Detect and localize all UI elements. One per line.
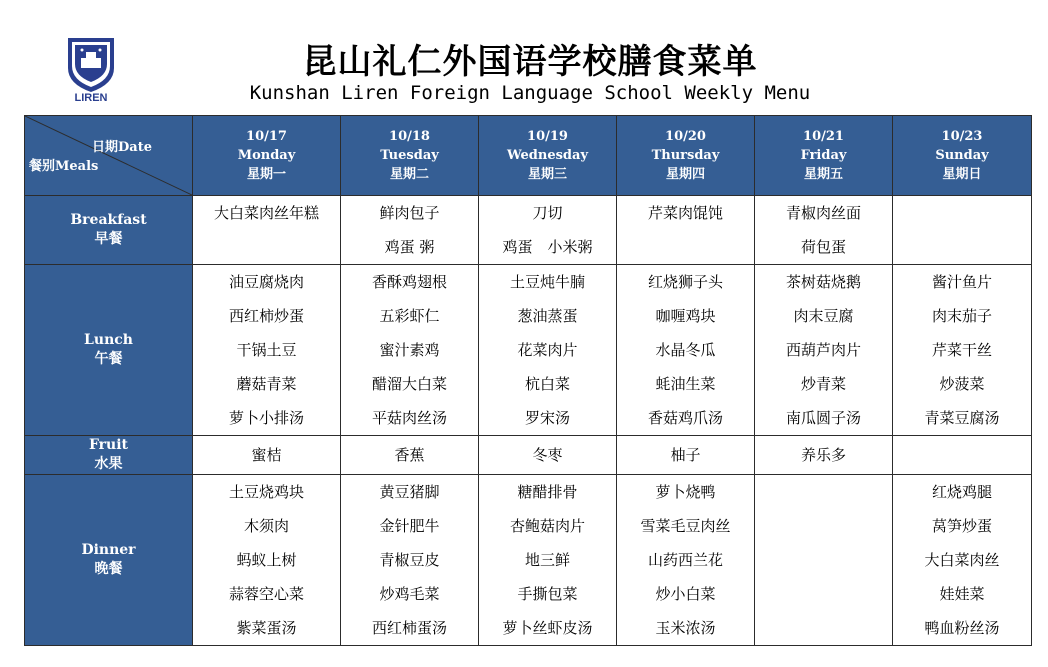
lunch-cell <box>893 265 1032 436</box>
menu-item: 香蕉 <box>394 446 425 464</box>
menu-item: 青椒豆皮 <box>379 551 440 569</box>
breakfast-cell <box>341 196 479 265</box>
menu-item: 罗宋汤 <box>524 409 570 427</box>
dinner-label-cell <box>25 475 193 646</box>
menu-item: 鸭血粉丝汤 <box>924 619 1000 637</box>
menu-item: 大白菜肉丝 <box>924 551 1000 569</box>
menu-item <box>893 230 1031 264</box>
lunch-label-en: Lunch <box>84 332 133 348</box>
menu-item <box>617 230 754 264</box>
menu-item: 香菇鸡爪汤 <box>647 409 723 427</box>
menu-item: 茶树菇烧鹅 <box>785 273 861 291</box>
menu-item: 青椒肉丝面 <box>785 204 861 222</box>
menu-item: 土豆烧鸡块 <box>228 483 304 501</box>
fruit-cell <box>617 436 755 475</box>
menu-item: 土豆炖牛腩 <box>509 273 585 291</box>
breakfast-cell <box>193 196 341 265</box>
breakfast-cell <box>617 196 755 265</box>
menu-item: 蜜汁素鸡 <box>379 341 440 359</box>
menu-item: 木须肉 <box>243 517 289 535</box>
fruit-cell <box>341 436 479 475</box>
menu-item: 炒鸡毛菜 <box>379 585 440 603</box>
menu-item <box>755 577 892 611</box>
menu-item: 山药西兰花 <box>647 551 723 569</box>
menu-item: 冬枣 <box>532 446 563 464</box>
fruit-cell <box>479 436 617 475</box>
menu-item: 香酥鸡翅根 <box>371 273 447 291</box>
menu-item: 水晶冬瓜 <box>655 341 716 359</box>
menu-item <box>755 543 892 577</box>
breakfast-row <box>25 196 1032 265</box>
dinner-cell <box>893 475 1032 646</box>
lunch-row <box>25 265 1032 436</box>
menu-title: 昆山礼仁外国语学校膳食菜单 <box>302 42 758 82</box>
fruit-cell <box>193 436 341 475</box>
meal-header-label: 餐别Meals <box>29 159 99 174</box>
header-row <box>25 116 1032 196</box>
menu-item: 花菜肉片 <box>517 341 578 359</box>
dinner-cell <box>617 475 755 646</box>
menu-item: 酱汁鱼片 <box>931 273 992 291</box>
menu-item: 鸡蛋 小米粥 <box>502 238 593 256</box>
lunch-cell <box>341 265 479 436</box>
menu-item: 西葫芦肉片 <box>785 341 861 359</box>
logo-text: LIREN <box>74 92 108 104</box>
menu-item: 炒青菜 <box>800 375 846 393</box>
menu-item: 荷包蛋 <box>800 238 846 256</box>
breakfast-cell <box>893 196 1032 265</box>
fruit-cell <box>755 436 893 475</box>
menu-item: 炒菠菜 <box>939 375 985 393</box>
lunch-cell <box>755 265 893 436</box>
menu-item: 蚂蚁上树 <box>236 551 297 569</box>
menu-item: 金针肥牛 <box>379 517 440 535</box>
menu-item: 红烧狮子头 <box>647 273 723 291</box>
dinner-row <box>25 475 1032 646</box>
menu-item: 蘑菇青菜 <box>236 375 297 393</box>
menu-item: 红烧鸡腿 <box>931 483 992 501</box>
menu-item: 蒜蓉空心菜 <box>228 585 304 603</box>
menu-item <box>893 196 1031 230</box>
menu-item: 油豆腐烧肉 <box>228 273 304 291</box>
menu-item: 平菇肉丝汤 <box>371 409 447 427</box>
lunch-cell <box>193 265 341 436</box>
menu-item: 咖喱鸡块 <box>655 307 716 325</box>
menu-item: 莴笋炒蛋 <box>931 517 992 535</box>
breakfast-label-cell <box>25 196 193 265</box>
menu-item: 糖醋排骨 <box>517 483 578 501</box>
menu-item: 西红柿蛋汤 <box>371 619 447 637</box>
menu-item <box>755 611 892 645</box>
menu-item: 青菜豆腐汤 <box>924 409 1000 427</box>
lunch-cell <box>479 265 617 436</box>
menu-item: 西红柿炒蛋 <box>228 307 304 325</box>
dinner-label-en: Dinner <box>81 542 136 558</box>
menu-subtitle: Kunshan Liren Foreign Language School Weekly Menu <box>249 82 811 104</box>
dinner-cell <box>341 475 479 646</box>
menu-item: 蜜桔 <box>251 446 282 464</box>
menu-item: 肉末茄子 <box>931 307 992 325</box>
weekly-menu-table <box>24 115 1032 646</box>
school-logo <box>62 34 120 106</box>
menu-item: 芹菜干丝 <box>931 341 992 359</box>
menu-item: 养乐多 <box>800 446 846 464</box>
breakfast-cell <box>479 196 617 265</box>
day-header: 10/20 Thursday 星期四 <box>617 116 755 196</box>
fruit-label-cell <box>25 436 193 475</box>
menu-item: 鲜肉包子 <box>379 204 440 222</box>
breakfast-cell <box>755 196 893 265</box>
menu-item: 肉末豆腐 <box>793 307 854 325</box>
dinner-label-cn: 晚餐 <box>94 561 123 577</box>
menu-item: 五彩虾仁 <box>379 307 440 325</box>
fruit-row <box>25 436 1032 475</box>
menu-item: 萝卜烧鸭 <box>655 483 716 501</box>
menu-item: 炒小白菜 <box>655 585 716 603</box>
menu-item: 杏鲍菇肉片 <box>509 517 585 535</box>
day-header: 10/23 Sunday 星期日 <box>893 116 1032 196</box>
corner-cell <box>25 116 193 196</box>
day-header: 10/17 Monday 星期一 <box>193 116 341 196</box>
day-header: 10/18 Tuesday 星期二 <box>341 116 479 196</box>
breakfast-label-cn: 早餐 <box>94 231 123 247</box>
menu-item: 紫菜蛋汤 <box>236 619 297 637</box>
lunch-cell <box>617 265 755 436</box>
menu-item: 醋溜大白菜 <box>371 375 447 393</box>
menu-item <box>893 438 1031 472</box>
menu-item: 刀切 <box>532 204 563 222</box>
menu-item: 柚子 <box>670 446 701 464</box>
dinner-cell <box>479 475 617 646</box>
menu-item: 杭白菜 <box>524 375 570 393</box>
fruit-label-cn: 水果 <box>94 456 123 472</box>
fruit-cell <box>893 436 1032 475</box>
lunch-label-cn: 午餐 <box>94 351 123 367</box>
menu-item: 鸡蛋 粥 <box>384 238 435 256</box>
fruit-label-en: Fruit <box>88 437 129 453</box>
menu-item: 南瓜圆子汤 <box>785 409 861 427</box>
dinner-cell <box>193 475 341 646</box>
menu-item: 蚝油生菜 <box>655 375 716 393</box>
menu-item: 黄豆猪脚 <box>379 483 440 501</box>
date-header-label: 日期Date <box>92 140 152 155</box>
menu-item: 萝卜丝虾皮汤 <box>502 619 593 637</box>
menu-item: 手撕包菜 <box>517 585 578 603</box>
menu-item <box>755 509 892 543</box>
menu-item <box>755 475 892 509</box>
day-header: 10/19 Wednesday 星期三 <box>479 116 617 196</box>
menu-item: 娃娃菜 <box>939 585 985 603</box>
day-header: 10/21 Friday 星期五 <box>755 116 893 196</box>
breakfast-label-en: Breakfast <box>70 212 147 228</box>
menu-item <box>193 230 340 264</box>
menu-item: 芹菜肉馄饨 <box>647 204 723 222</box>
menu-item: 玉米浓汤 <box>655 619 716 637</box>
menu-item: 干锅土豆 <box>236 341 297 359</box>
lunch-label-cell <box>25 265 193 436</box>
menu-item: 葱油蒸蛋 <box>517 307 578 325</box>
menu-item: 地三鲜 <box>524 551 570 569</box>
menu-item: 大白菜肉丝年糕 <box>213 204 319 222</box>
menu-item: 雪菜毛豆肉丝 <box>640 517 731 535</box>
dinner-cell <box>755 475 893 646</box>
menu-item: 萝卜小排汤 <box>228 409 304 427</box>
